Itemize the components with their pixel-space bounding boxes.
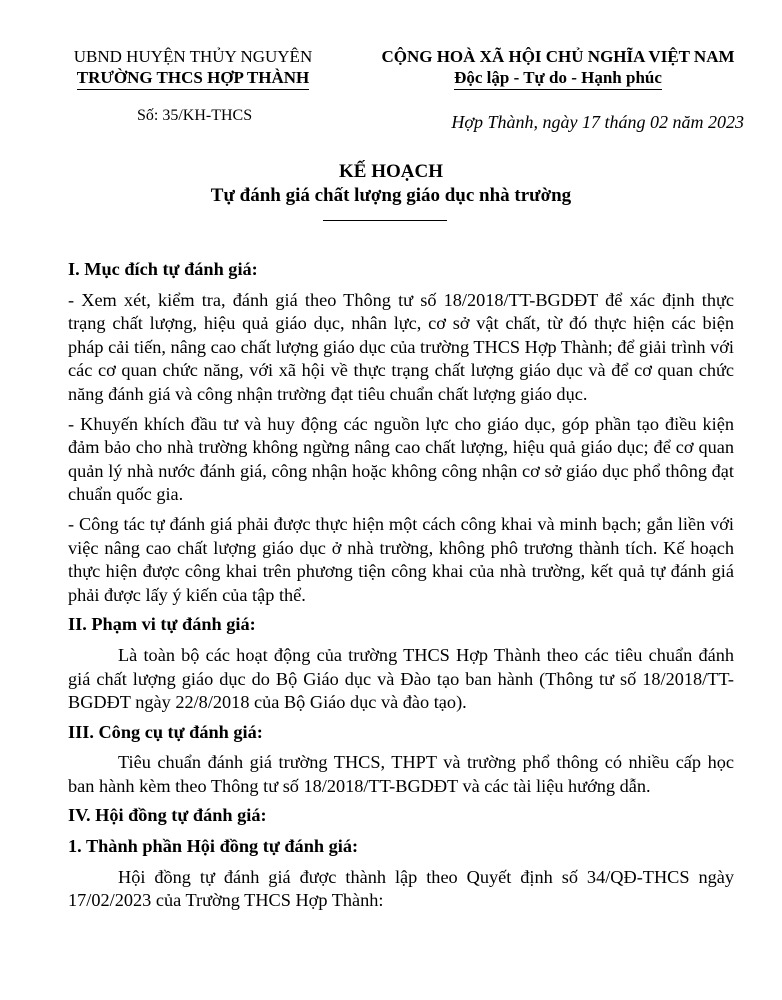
document-title: KẾ HOẠCH bbox=[339, 161, 443, 182]
document-body bbox=[68, 258, 734, 919]
section-heading: II. Phạm vi tự đánh giá: bbox=[68, 614, 256, 635]
paragraph: Hội đồng tự đánh giá được thành lập theo Quyết định số 34/QĐ-THCS ngày 17/02/2023 của Trường THCS Hợp Thành: bbox=[68, 866, 734, 911]
paragraph: - Công tác tự đánh giá phải được thực hiện một cách công khai và minh bạch; gắn liền với việc nâng cao chất lượng giáo dục ở nhà trường, không phô trương thành tích. Kế hoạch thực hiện được công khai trên phương tiện công khai của nhà trường, kết quả tự đánh giá phải được lấy ý kiến của tập thể. bbox=[68, 513, 734, 605]
issuer-block bbox=[62, 46, 324, 90]
paragraph: Là toàn bộ các hoạt động của trường THCS Hợp Thành theo các tiêu chuẩn đánh giá chất lượng giáo dục do Bộ Giáo dục và Đào tạo ban hành (Thông tư số 18/2018/TT-BGDĐT ngày 22/8/2018 của Bộ Giáo dục và đào tạo). bbox=[68, 644, 734, 713]
document-number: Số: 35/KH-THCS bbox=[137, 107, 253, 124]
national-header bbox=[372, 46, 744, 90]
nation-name: CỘNG HOÀ XÃ HỘI CHỦ NGHĨA VIỆT NAM bbox=[381, 47, 735, 66]
paragraph: - Khuyến khích đầu tư và huy động các nguồn lực cho giáo dục, góp phần tạo điều kiện đảm bảo cho nhà trường không ngừng nâng cao chất lượng, hiệu quả giáo dục; để cơ quan quản lý nhà nước đánh giá, công nhận hoặc không công nhận cơ sở giáo dục phổ thông đạt chuẩn quốc gia. bbox=[68, 413, 734, 505]
document-subtitle: Tự đánh giá chất lượng giáo dục nhà trường bbox=[210, 185, 572, 206]
document-date: Hợp Thành, ngày 17 tháng 02 năm 2023 bbox=[451, 112, 744, 132]
section-heading: IV. Hội đồng tự đánh giá: bbox=[68, 805, 267, 826]
subsection-heading: 1. Thành phần Hội đồng tự đánh giá: bbox=[68, 836, 359, 857]
title-divider bbox=[323, 220, 447, 221]
document-title-block bbox=[0, 160, 782, 221]
section-heading: III. Công cụ tự đánh giá: bbox=[68, 721, 263, 742]
paragraph: - Xem xét, kiểm tra, đánh giá theo Thông tư số 18/2018/TT-BGDĐT để xác định thực trạng chất lượng, hiệu quả giáo dục, nhân lực, cơ sở vật chất, từ đó thực hiện các biện pháp cải tiến, nâng cao chất lượng giáo dục của trường THCS Hợp Thành; để giải trình với các cơ quan chức năng, với xã hội về thực trạng chất lượng giáo dục và để cơ quan chức năng đánh giá và công nhận trường đạt tiêu chuẩn chất lượng giáo dục. bbox=[68, 289, 735, 404]
issuer-org: UBND HUYỆN THỦY NGUYÊN bbox=[73, 47, 313, 66]
paragraph: Tiêu chuẩn đánh giá trường THCS, THPT và trường phổ thông có nhiều cấp học ban hành kèm theo Thông tư số 18/2018/TT-BGDĐT và các tài liệu hướng dẫn. bbox=[68, 752, 734, 796]
issuer-school: TRƯỜNG THCS HỢP THÀNH bbox=[77, 67, 310, 90]
section-heading: I. Mục đích tự đánh giá: bbox=[68, 259, 258, 279]
national-motto: Độc lập - Tự do - Hạnh phúc bbox=[454, 67, 662, 90]
